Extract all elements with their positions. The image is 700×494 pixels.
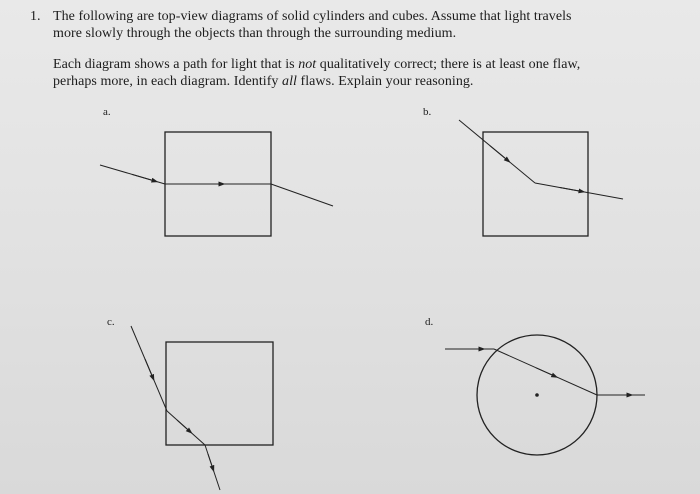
diagram-c-label: c. bbox=[107, 316, 115, 328]
diagram-c-arrow-2 bbox=[177, 420, 190, 432]
diagram-d bbox=[445, 335, 645, 455]
diagram-a-label: a. bbox=[103, 106, 111, 118]
line-4-start: perhaps more, in each diagram. Identify bbox=[53, 74, 283, 89]
diagram-b-arrow-2 bbox=[560, 188, 582, 192]
diagram-c-arrow-1 bbox=[145, 359, 153, 378]
emphasis-all: all bbox=[282, 74, 297, 89]
question-line-2: more slowly through the objects than through the surrounding medium. bbox=[53, 26, 457, 41]
line-3-start: Each diagram shows a path for light that is bbox=[53, 57, 299, 72]
diagram-a-arrow-1 bbox=[132, 174, 155, 181]
emphasis-not: not bbox=[298, 57, 317, 72]
diagram-c-cube bbox=[166, 342, 273, 445]
diagram-d-arrow-2 bbox=[536, 368, 555, 377]
diagram-b bbox=[459, 120, 623, 236]
question-number: 1. bbox=[30, 9, 41, 24]
diagram-d-center-dot bbox=[535, 393, 539, 397]
diagram-c bbox=[131, 326, 273, 490]
diagram-b-label: b. bbox=[423, 106, 432, 118]
diagram-a-exit-ray bbox=[271, 184, 333, 206]
diagram-b-cube bbox=[483, 132, 588, 236]
diagram-a bbox=[100, 132, 333, 236]
diagram-c-arrow-3 bbox=[208, 454, 213, 469]
question-line-1: The following are top-view diagrams of solid cylinders and cubes. Assume that light travels bbox=[53, 9, 572, 24]
diagram-d-label: d. bbox=[425, 316, 434, 328]
line-3-end: qualitatively correct; there is at least one flaw, bbox=[316, 57, 581, 72]
diagram-b-arrow-1 bbox=[490, 146, 508, 161]
line-4-end: flaws. Explain your reasoning. bbox=[296, 74, 474, 89]
